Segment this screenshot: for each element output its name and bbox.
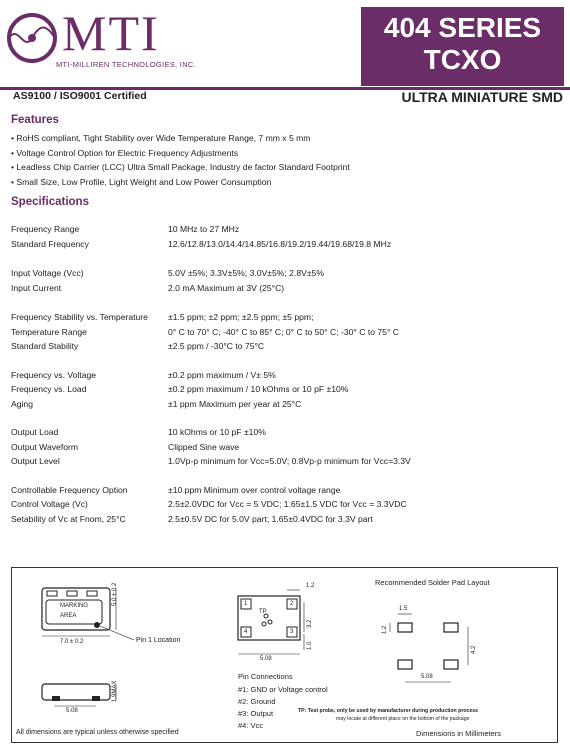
feature-item: • Voltage Control Option for Electric Frequency Adjustments <box>11 147 239 158</box>
features-heading: Features <box>11 114 59 126</box>
brand-name: MTI <box>62 5 160 61</box>
spec-label: Output Load <box>11 427 59 437</box>
spec-label: Temperature Range <box>11 326 87 337</box>
spec-value: ±0.2 ppm maximum / V± 5% <box>168 369 276 380</box>
feature-item: • Leadless Chip Carrier (LCC) Ultra Small Package, Industry de factor Standard Footprint <box>11 162 350 172</box>
spec-value: Clipped Sine wave <box>168 441 240 452</box>
spec-label: Frequency Range <box>11 224 80 234</box>
pin-number: 3 <box>290 629 294 635</box>
spec-value: 2.5±2.0VDC for Vcc = 5 VDC; 1.65±1.5 VDC for Vcc = 3.3VDC <box>168 499 407 509</box>
spec-value: ±2.5 ppm / -30°C to 75°C <box>168 341 265 351</box>
spec-value: 10 MHz to 27 MHz <box>168 224 240 234</box>
certification: AS9100 / ISO9001 Certified <box>13 90 147 102</box>
dim-pad-h: 3.2 <box>307 619 313 628</box>
series-banner <box>361 7 564 86</box>
pin-number: 2 <box>290 601 294 607</box>
marking-text: MARKING <box>60 603 89 609</box>
spec-label: Output Waveform <box>11 441 79 452</box>
pin-connection: #3: Output <box>238 709 274 718</box>
spec-value: 0° C to 70° C; -40° C to 85° C; 0° C to 50° C; -30° C to 75° C <box>168 326 399 337</box>
dim-pad-top: 1.2 <box>306 583 315 589</box>
footnote: All dimensions are typical unless otherwise specified <box>16 729 179 736</box>
spec-value: ±0.2 ppm maximum / 10 kOhms or 10 pF ±10% <box>168 384 349 394</box>
spec-value: ±1 ppm Maximum per year at 25°C <box>168 398 302 409</box>
mechanical-diagram <box>11 567 558 743</box>
features-list <box>11 131 350 189</box>
spec-label: Standard Frequency <box>11 238 89 249</box>
tp-note-2: may locate at different place on the bottom of the package <box>336 716 470 722</box>
tagline: ULTRA MINIATURE SMD <box>401 89 563 105</box>
pin-connection: #2: Ground <box>238 697 276 706</box>
tp-note: TP: Test probe, only be used by manufacturer during production process <box>298 708 479 714</box>
solder-dim-right: 4.2 <box>471 645 477 654</box>
spec-label: Setability of Vc at Fnom, 25°C <box>11 513 126 524</box>
feature-item: • Small Size, Low Profile, Light Weight and Low Power Consumption <box>11 176 272 187</box>
spec-value: ±10 ppm Minimum over control voltage range <box>168 484 341 495</box>
pin-connections-title: Pin Connections <box>238 672 293 681</box>
dim-width: 7.0 ± 0.2 <box>60 639 84 645</box>
marking-area-text: AREA <box>60 613 77 619</box>
specifications-heading: Specifications <box>11 196 89 208</box>
series-type: TCXO <box>423 44 502 75</box>
spec-label: Frequency vs. Voltage <box>11 369 97 380</box>
tp-label: TP <box>259 609 267 615</box>
pin-number: 1 <box>244 601 248 607</box>
spec-value: 1.0Vp-p minimum for Vcc=5.0V; 0.8Vp-p minimum for Vcc=3.3V <box>168 456 411 466</box>
dim-height: 5.0 ± 0.2 <box>112 582 118 606</box>
spec-label: Frequency vs. Load <box>11 384 87 394</box>
diagram-drawing <box>12 568 557 742</box>
dim-bottom: 5.08 <box>260 656 272 662</box>
solder-dim-top: 1.5 <box>399 606 408 612</box>
units-note: Dimensions in Millimeters <box>416 729 502 738</box>
pin1-label: Pin 1 Location <box>136 637 181 644</box>
spec-label: Frequency Stability vs. Temperature <box>11 312 148 322</box>
spec-label: Standard Stability <box>11 341 79 351</box>
spec-label: Controllable Frequency Option <box>11 484 128 495</box>
pin-connection: #1: GND or Voltage control <box>238 685 328 694</box>
pin-connection: #4: Vcc <box>238 721 264 730</box>
spec-value: 5.0V ±5%; 3.3V±5%; 3.0V±5%; 2.8V±5% <box>168 268 324 278</box>
spec-value: 2.0 mA Maximum at 3V (25°C) <box>168 282 285 293</box>
spec-value: ±1.5 ppm; ±2 ppm; ±2.5 ppm; ±5 ppm; <box>168 312 314 322</box>
dim-side: 5.08 <box>66 708 78 714</box>
spec-label: Output Level <box>11 456 60 466</box>
solder-pad-title: Recommended Solder Pad Layout <box>375 578 490 587</box>
pin-number: 4 <box>244 629 248 635</box>
spec-value: 10 kOhms or 10 pF ±10% <box>168 427 266 437</box>
spec-label: Input Voltage (Vcc) <box>11 268 84 278</box>
series-title: 404 SERIES <box>383 12 542 43</box>
spec-label: Control Voltage (Vc) <box>11 499 88 509</box>
spec-label: Aging <box>11 398 33 409</box>
dim-profile: 1.9MAX <box>112 680 118 702</box>
spec-value: 2.5±0.5V DC for 5.0V part; 1.65±0.4VDC for 3.3V part <box>168 513 373 524</box>
feature-item: • RoHS compliant, Tight Stability over Wide Temperature Range, 7 mm x 5 mm <box>11 133 311 143</box>
spec-value: 12.6/12.8/13.0/14.4/14.85/16.8/19.2/19.44/19.68/19.8 MHz <box>168 238 392 249</box>
solder-dim-bottom: 5.08 <box>421 674 433 680</box>
dim-pad-side: 1.0 <box>307 641 313 650</box>
spec-label: Input Current <box>11 282 62 293</box>
solder-dim-left: 1.2 <box>382 625 388 634</box>
brand-subtitle: MTI-MILLIREN TECHNOLOGIES, INC. <box>56 60 197 69</box>
